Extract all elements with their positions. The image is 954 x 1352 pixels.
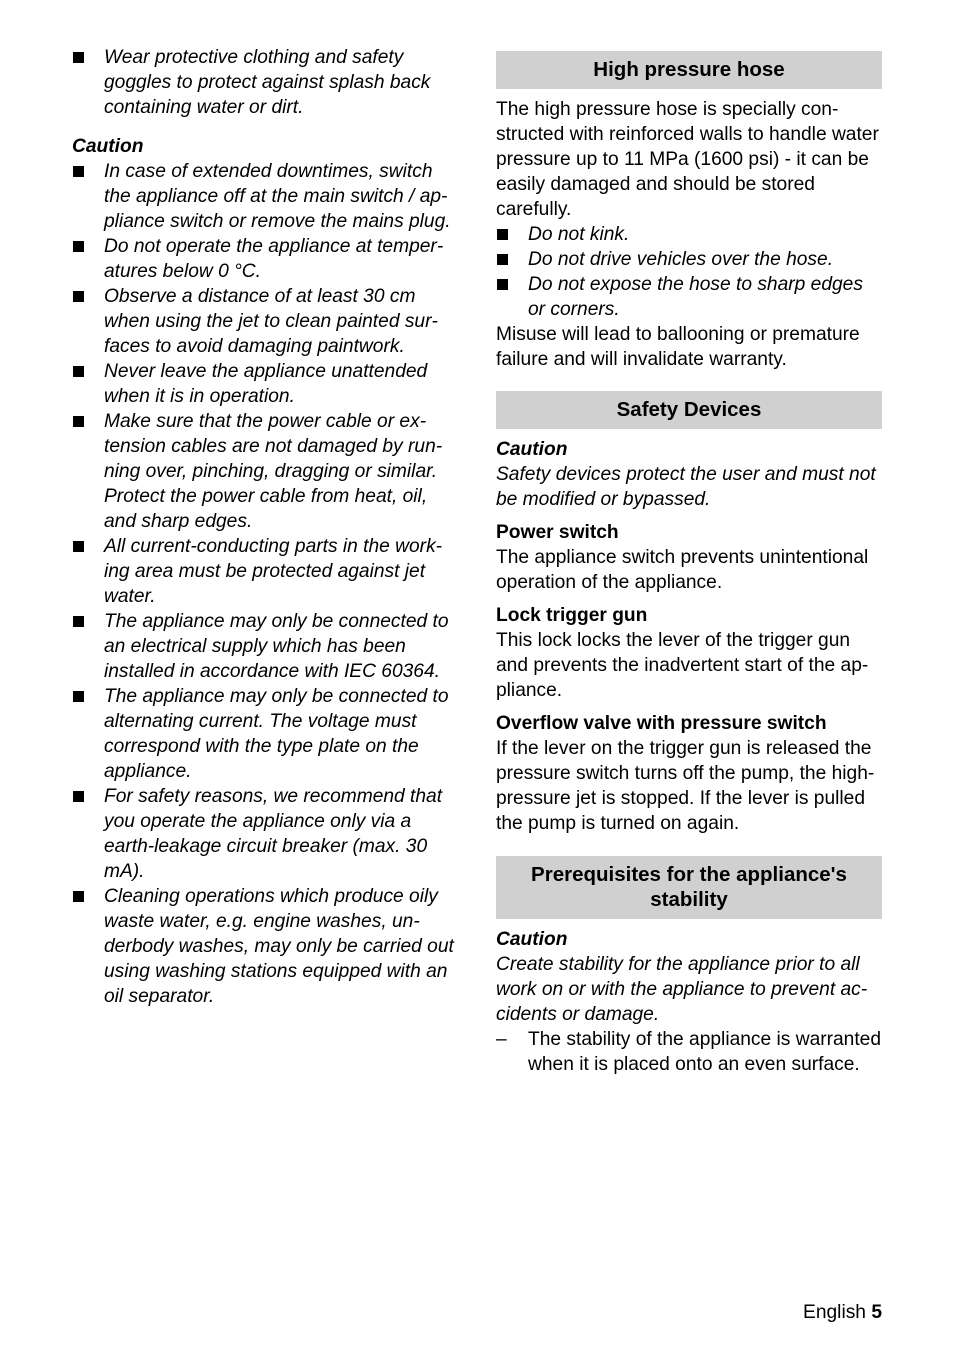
list-item: In case of extended downtimes, switch the appliance off at the main switch / appliance switch or remove the mains plug. — [72, 159, 460, 234]
square-bullet-icon — [73, 891, 84, 902]
square-bullet-icon — [73, 241, 84, 252]
caution-heading: Caution — [496, 439, 568, 460]
page-number: 5 — [871, 1302, 882, 1323]
list-item: Do not kink. — [496, 222, 882, 247]
square-bullet-icon — [73, 166, 84, 177]
footer-language: English — [803, 1302, 866, 1323]
safety-caution-text: Safety devices protect the user and must not be modified or bypassed. — [496, 464, 876, 510]
caution-list — [72, 159, 460, 1009]
intro-list — [72, 45, 460, 120]
square-bullet-icon — [73, 691, 84, 702]
section-title-stability: Prerequisites for the appliance's stability — [496, 856, 882, 919]
stability-list — [496, 1027, 882, 1077]
lock-trigger-gun-heading: Lock trigger gun — [496, 605, 648, 626]
list-item: The appliance may only be connected to an electrical supply which has been installed in accordance with IEC 60364. — [72, 609, 460, 684]
section-title-safety-devices: Safety Devices — [496, 391, 882, 429]
square-bullet-icon — [497, 229, 508, 240]
square-bullet-icon — [73, 291, 84, 302]
caution-heading: Caution — [72, 136, 144, 157]
list-item: Do not drive vehicles over the hose. — [496, 247, 882, 272]
caution-heading: Caution — [496, 929, 568, 950]
hose-outro: Misuse will lead to ballooning or premature failure and will invalidate warranty. — [496, 324, 860, 370]
list-item: For safety reasons, we recommend that you operate the appliance only via a earth-leakage circuit breaker (max. 30 mA). — [72, 784, 460, 884]
list-item: Cleaning operations which produce oily waste water, e.g. engine washes, underbody washes, may only be carried out using washing stations equipped with an oil separator. — [72, 884, 460, 1009]
dash-bullet-icon: – — [496, 1029, 507, 1050]
square-bullet-icon — [73, 366, 84, 377]
list-item: Do not expose the hose to sharp edges or corners. — [496, 272, 882, 322]
square-bullet-icon — [497, 254, 508, 265]
square-bullet-icon — [73, 541, 84, 552]
list-item: The appliance may only be connected to alternating current. The voltage must correspond with the type plate on the appliance. — [72, 684, 460, 784]
square-bullet-icon — [497, 279, 508, 290]
list-item: – The stability of the appliance is warranted when it is placed onto an even surface. — [496, 1029, 882, 1075]
right-column — [496, 51, 882, 1077]
overflow-valve-heading: Overflow valve with pressure switch — [496, 713, 827, 734]
left-column — [72, 45, 460, 1009]
square-bullet-icon — [73, 791, 84, 802]
square-bullet-icon — [73, 616, 84, 627]
page-footer — [803, 1300, 882, 1325]
list-item: Never leave the appliance unattended when it is in operation. — [72, 359, 460, 409]
overflow-valve-text: If the lever on the trigger gun is released the pressure switch turns off the pump, the high-pressure jet is stopped. If the lever is pulled the pump is turned on again. — [496, 738, 875, 834]
power-switch-heading: Power switch — [496, 522, 619, 543]
square-bullet-icon — [73, 416, 84, 427]
section-title-high-pressure-hose: High pressure hose — [496, 51, 882, 89]
list-item: Make sure that the power cable or extension cables are not damaged by running over, pinching, dragging or similar. Protect the power cable from heat, oil, and sharp edges. — [72, 409, 460, 534]
power-switch-text: The appliance switch prevents unintentional operation of the appliance. — [496, 547, 869, 593]
lock-trigger-gun-text: This lock locks the lever of the trigger gun and prevents the inadvertent start of the appliance. — [496, 630, 869, 701]
hose-intro: The high pressure hose is specially constructed with reinforced walls to handle water pressure up to 11 MPa (1600 psi) - it can be easily damaged and should be stored carefully. — [496, 99, 879, 220]
hose-list — [496, 222, 882, 322]
list-item: Observe a distance of at least 30 cm when using the jet to clean painted surfaces to avoid damaging paintwork. — [72, 284, 460, 359]
list-item: All current-conducting parts in the working area must be protected against jet water. — [72, 534, 460, 609]
list-item: Wear protective clothing and safety goggles to protect against splash back containing water or dirt. — [72, 45, 460, 120]
list-item: Do not operate the appliance at temperatures below 0 °C. — [72, 234, 460, 284]
stability-caution-text: Create stability for the appliance prior to all work on or with the appliance to prevent accidents or damage. — [496, 954, 868, 1025]
square-bullet-icon — [73, 52, 84, 63]
